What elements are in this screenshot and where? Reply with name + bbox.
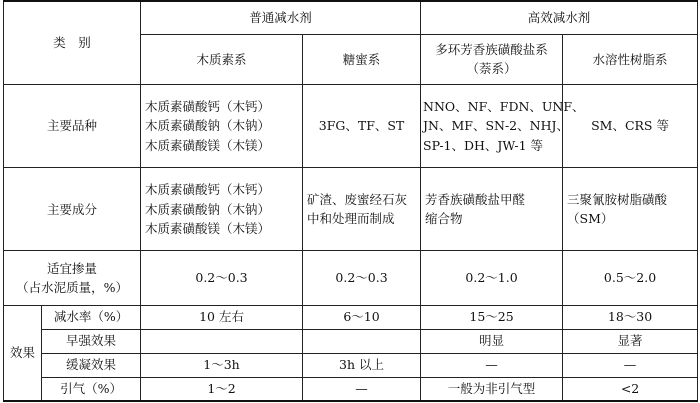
header-category: 类 别 [4,1,141,84]
row-retarding [4,353,698,377]
text-line: 木质素磺酸镁（木镁） [145,221,271,236]
cell-rt-naphthalene: — [421,353,563,377]
text-line: 木质素磺酸钠（木钠） [145,201,271,217]
row-varieties [4,84,698,167]
cell-varieties-resin: SM、CRS 等 [563,84,698,167]
cell-dosage-resin: 0.5～2.0 [563,251,698,305]
text-line: 木质素磺酸钠（木钠） [145,118,271,134]
cell-varieties-molasses: 3FG、TF、ST [303,84,421,167]
header-row-groups [4,1,698,34]
header-molasses: 糖蜜系 [303,34,421,84]
text-line: 矿渣、废蜜经石灰 [307,191,408,207]
text-line: 木质素磺酸钙（木钙） [145,182,271,198]
label-dosage [4,251,141,305]
label-early-strength: 早强效果 [42,329,141,353]
cell-wr-naphthalene: 15～25 [421,305,563,329]
text-line: 木质素磺酸镁（木镁） [145,137,271,153]
cell-components-resin [563,168,698,251]
text-line: SP-1、DH、JW-1 等 [423,137,544,153]
cell-rt-lignin: 1～3h [141,353,303,377]
cell-es-lignin [141,329,303,353]
text-line: 三聚氰胺树脂磺酸 [567,191,668,207]
row-early-strength [4,329,698,353]
row-air-entrain [4,377,698,401]
label-retarding: 缓凝效果 [42,353,141,377]
row-water-reduction [4,305,698,329]
cell-rt-resin: — [563,353,698,377]
cell-ae-resin: <2 [563,377,698,401]
cell-wr-molasses: 6～10 [303,305,421,329]
cell-dosage-naphthalene: 0.2～1.0 [421,251,563,305]
cell-components-molasses [303,168,421,251]
label-varieties: 主要品种 [4,84,141,167]
label-effect: 效果 [4,305,42,401]
text-line: 芳香族磺酸盐甲醛 [425,191,526,207]
label-air-entrain: 引气（%） [42,377,141,401]
cell-ae-naphthalene: 一般为非引气型 [421,377,563,401]
text-line: （SM） [567,211,614,227]
header-high-group: 高效减水剂 [421,1,698,34]
text-line: NNO、NF、FDN、UNF、 [423,98,585,114]
cell-wr-lignin: 10 左右 [141,305,303,329]
cell-es-molasses [303,329,421,353]
cell-varieties-naphthalene [421,84,585,167]
cell-components-lignin [141,168,303,251]
header-normal-group: 普通减水剂 [141,1,421,34]
cell-components-naphthalene [421,168,563,251]
cell-dosage-molasses: 0.2～0.3 [303,251,421,305]
cell-dosage-lignin: 0.2～0.3 [141,251,303,305]
water-reducer-comparison-table [3,0,698,402]
text-line: 木质素磺酸钙（木钙） [145,98,271,114]
cell-es-resin: 显著 [563,329,698,353]
text-line: 适宜掺量 [47,260,98,276]
cell-ae-molasses: — [303,377,421,401]
header-resin: 水溶性树脂系 [563,34,698,84]
cell-varieties-lignin [141,84,303,167]
text-line: JN、MF、SN-2、NHJ、 [423,118,569,134]
text-line: 中和处理而制成 [307,211,395,227]
text-line: （占水泥质量，%） [16,280,128,296]
header-lignin: 木质素系 [141,34,303,84]
cell-rt-molasses: 3h 以上 [303,353,421,377]
cell-ae-lignin: 1～2 [141,377,303,401]
label-components: 主要成分 [4,168,141,251]
header-naphthalene: 多环芳香族磺酸盐系（萘系） [421,34,563,84]
cell-wr-resin: 18～30 [563,305,698,329]
cell-es-naphthalene: 明显 [421,329,563,353]
row-dosage [4,251,698,305]
row-components [4,168,698,251]
text-line: 缩合物 [425,211,463,227]
label-water-reduction: 减水率（%） [42,305,141,329]
